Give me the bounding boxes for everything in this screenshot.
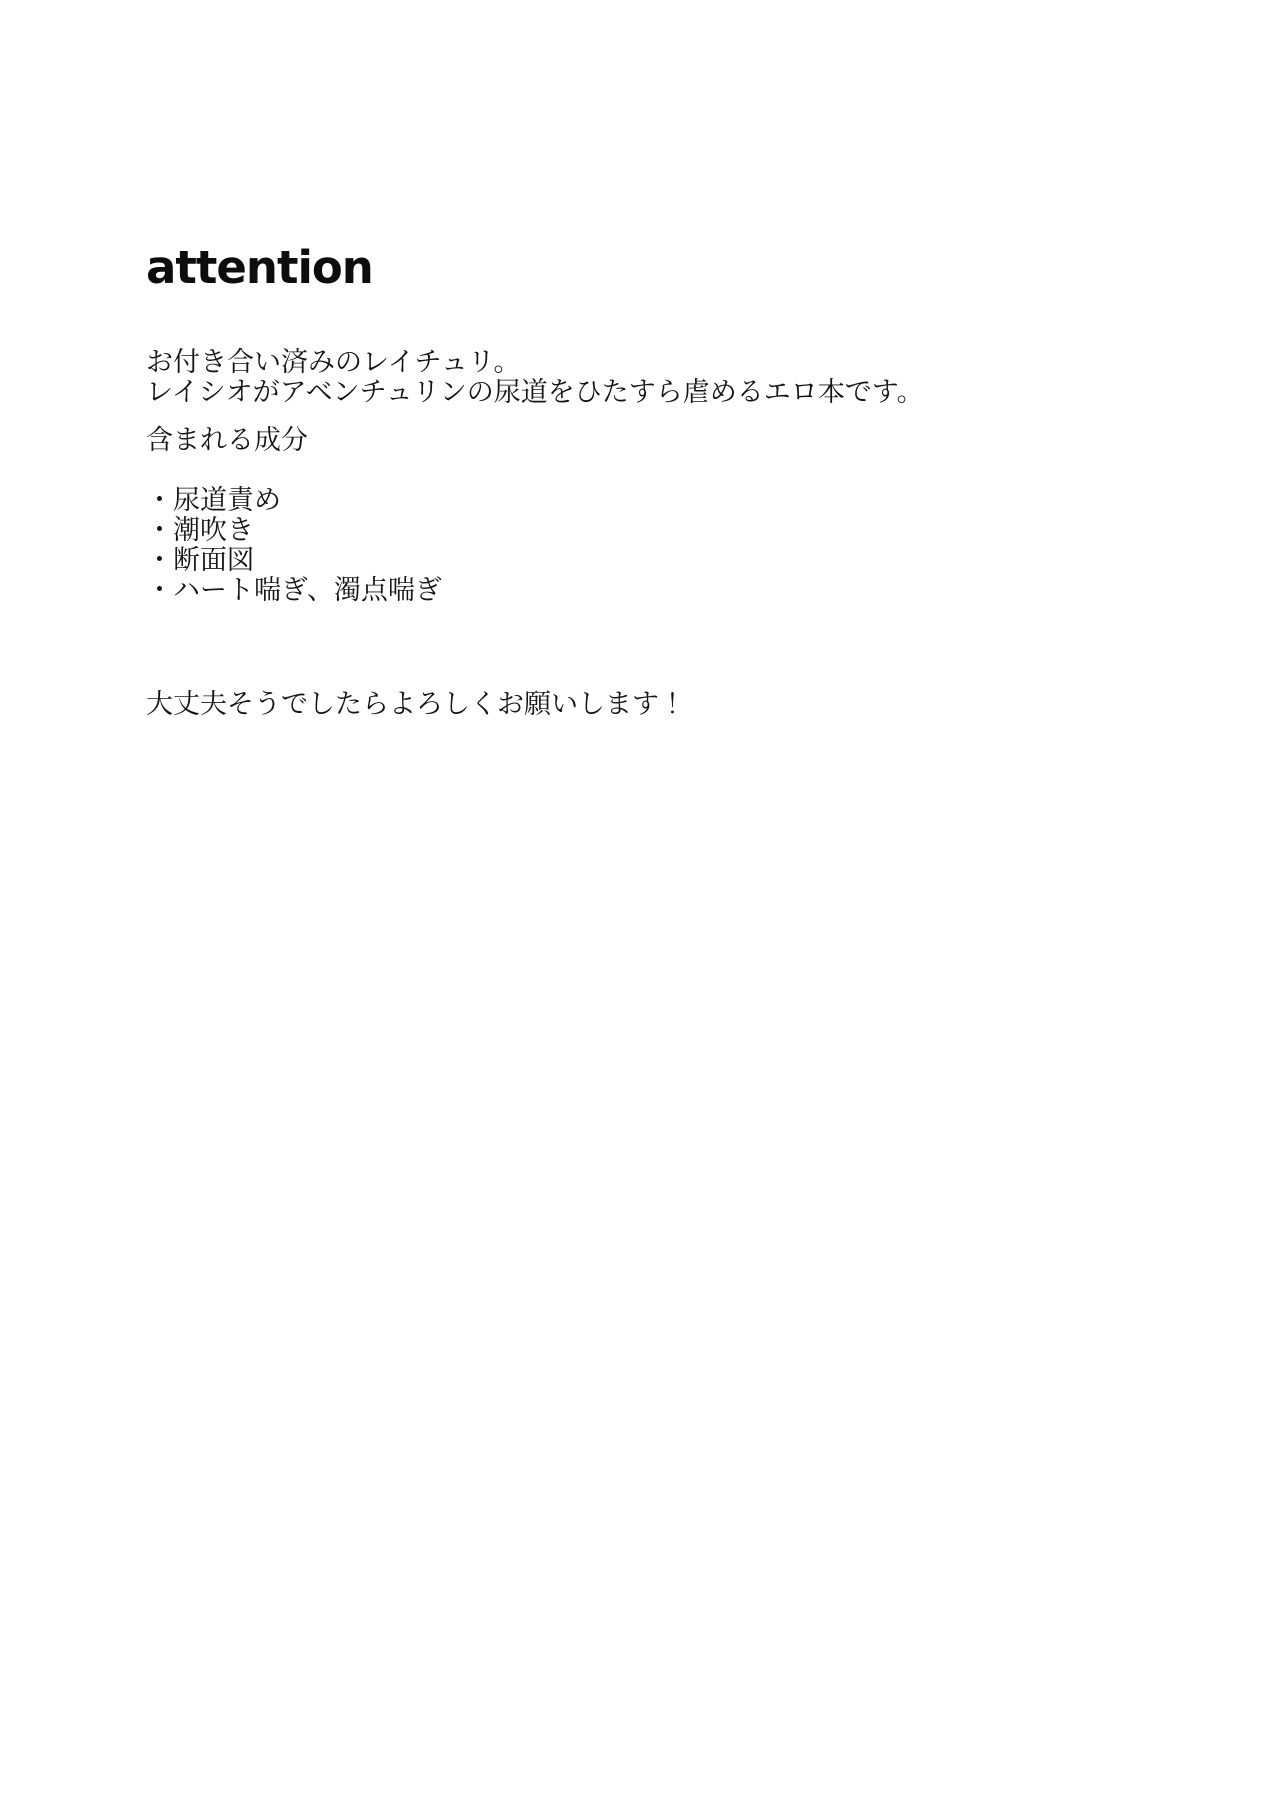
content-bullet: ・潮吹き xyxy=(146,515,254,546)
content-bullet: ・ハート喘ぎ、濁点喘ぎ xyxy=(146,575,442,606)
content-bullet-list xyxy=(146,486,1160,606)
section-heading-contents: 含まれる成分 xyxy=(146,425,308,456)
content-bullet: ・断面図 xyxy=(146,545,254,576)
intro-paragraph xyxy=(146,348,1160,408)
intro-line-2: レイシオがアベンチュリンの尿道をひたすら虐めるエロ本です。 xyxy=(146,377,924,408)
closing-note: 大丈夫そうでしたらよろしくお願いします！ xyxy=(146,689,686,720)
intro-line-1: お付き合い済みのレイチュリ。 xyxy=(146,347,521,378)
page-title: attention xyxy=(146,241,373,294)
content-bullet: ・尿道責め xyxy=(146,485,281,516)
